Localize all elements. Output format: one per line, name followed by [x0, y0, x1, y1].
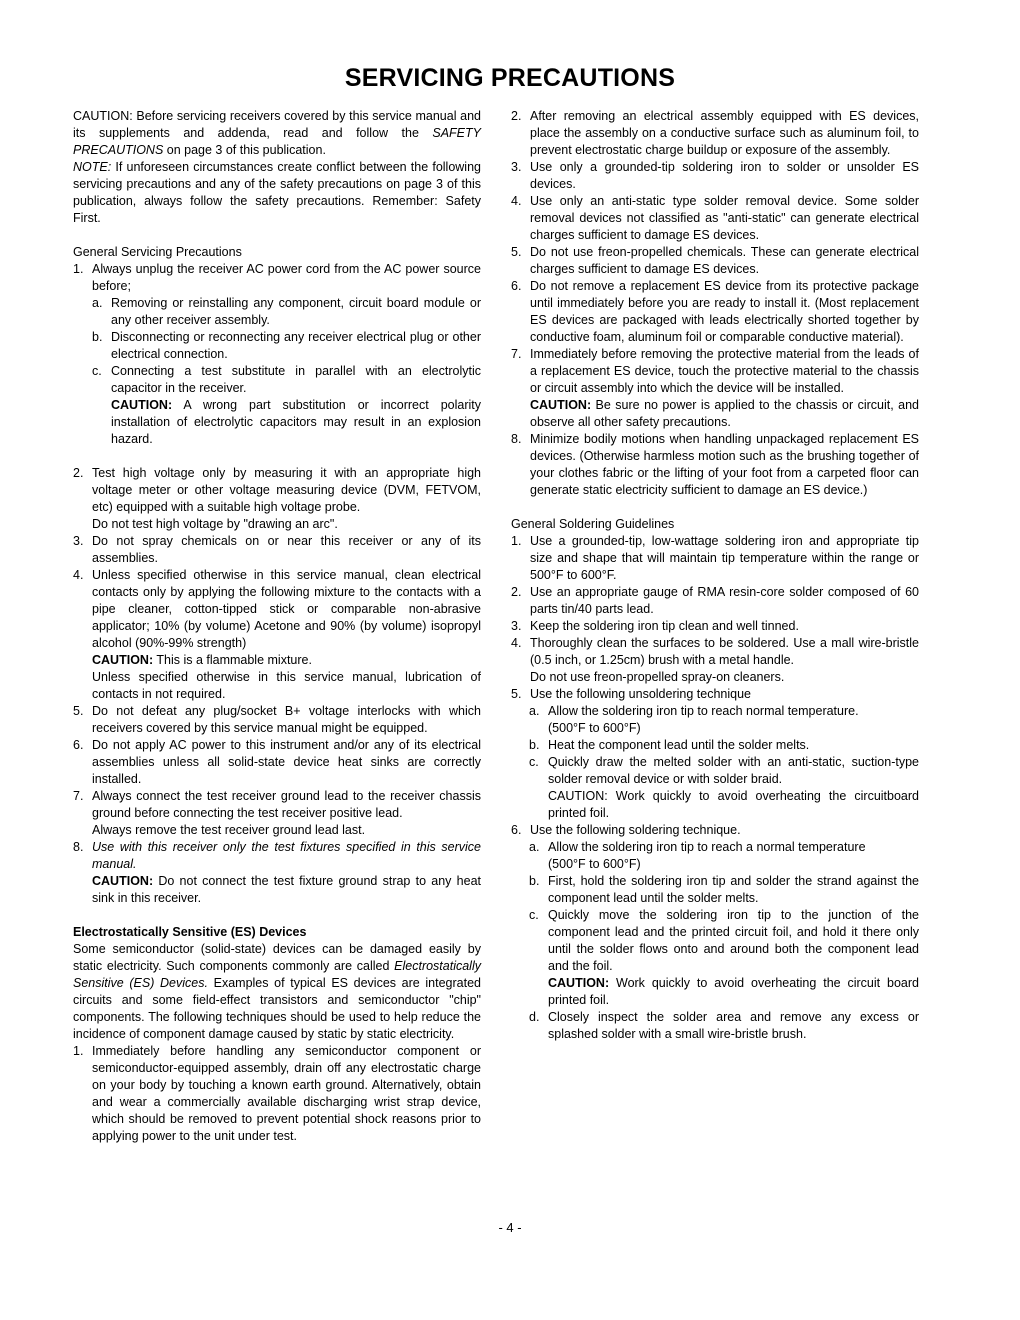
solder-item-6a: a. Allow the soldering iron tip to reach a normal temperature (500°F to 600°F) — [529, 840, 866, 871]
general-item-1b: b. Disconnecting or reconnecting any receiver electrical plug or other electrical connection. — [92, 330, 481, 361]
es-heading: Electrostatically Sensitive (ES) Devices — [73, 925, 307, 939]
general-item-1c: c. Connecting a test substitute in parallel with an electrolytic capacitor in the receiver. CAUTION: A wrong part substitution or incorrect polarity installation of electrolytic capacitors may result in an explosion hazard. — [92, 364, 481, 446]
caution-note: CAUTION: A wrong part substitution or incorrect polarity installation of electrolytic capacitors may result in an explosion hazard. — [111, 398, 481, 446]
solder-item-6d: d. Closely inspect the solder area and remove any excess or splashed solder with a small wire-bristle brush. — [529, 1010, 919, 1041]
general-item-1a: a. Removing or reinstalling any component, circuit board module or any other receiver assembly. — [92, 296, 481, 327]
general-item-3: 3. Do not spray chemicals on or near this receiver or any of its assemblies. — [73, 534, 481, 565]
caution-note: CAUTION: Be sure no power is applied to the chassis or circuit, and observe all other safety precautions. — [530, 398, 919, 429]
solder-item-6c: c. Quickly move the soldering iron tip to the junction of the component lead and the printed circuit foil, and hold it there only until the solder flows onto and around both the component lead and the foil. CAUTION: Work quickly to avoid overheating the circuit board printed foil. — [529, 908, 919, 1007]
soldering-heading: General Soldering Guidelines — [511, 517, 675, 531]
general-heading: General Servicing Precautions — [73, 245, 242, 259]
solder-item-6: 6. Use the following soldering technique. — [511, 823, 741, 837]
es-item-3: 3. Use only a grounded-tip soldering iron to solder or unsolder ES devices. — [511, 160, 919, 191]
general-item-7: 7. Always connect the test receiver ground lead to the receiver chassis ground before connecting the test receiver positive lead. Always remove the test receiver ground lead last. — [73, 789, 481, 837]
general-item-8: 8. Use with this receiver only the test fixtures specified in this service manual. CAUTION: Do not connect the test fixture ground strap to any heat sink in this receiver. — [73, 840, 481, 905]
caution-note: CAUTION: Work quickly to avoid overheating the circuit board printed foil. — [548, 976, 919, 1007]
solder-item-6b: b. First, hold the soldering iron tip and solder the strand against the component lead until the solder melts. — [529, 874, 919, 905]
page-number: - 4 - — [498, 1220, 522, 1235]
caution-note: CAUTION: Do not connect the test fixture ground strap to any heat sink in this receiver. — [92, 874, 481, 905]
es-item-5: 5. Do not use freon-propelled chemicals. These can generate electrical charges sufficient to damage ES devices. — [511, 245, 919, 276]
solder-item-1: 1. Use a grounded-tip, low-wattage soldering iron and appropriate tip size and shape that will maintain tip temperature within the range or 500°F to 600°F. — [511, 534, 919, 582]
solder-item-5c: c. Quickly draw the melted solder with an anti-static, suction-type solder removal device or with solder braid. CAUTION: Work quickly to avoid overheating the circuitboard printed foil. — [529, 755, 919, 820]
solder-item-5a: a. Allow the soldering iron tip to reach normal temperature. (500°F to 600°F) — [529, 704, 859, 735]
es-item-2: 2. After removing an electrical assembly equipped with ES devices, place the assembly on a conductive surface such as aluminum foil, to prevent electrostatic charge buildup or exposure of the assembly. — [511, 109, 919, 157]
es-paragraph: Some semiconductor (solid-state) devices can be damaged easily by static electricity. Such components commonly are called Electrostatically Sensitive (ES) Devices. Examples of typical ES devices are integrated circuits and some field-effect transistors and semiconductor "chip" components. The following techniques should be used to help reduce the incidence of component damage caused by static by static electricity. — [73, 942, 481, 1041]
es-item-8: 8. Minimize bodily motions when handling unpackaged replacement ES devices. (Otherwise harmless motion such as the brushing together of your clothes fabric or the lifting of your foot from a carpeted floor can generate static electricity sufficient to damage an ES device.) — [511, 432, 919, 497]
solder-item-3: 3. Keep the soldering iron tip clean and well tinned. — [511, 619, 799, 633]
solder-item-5b: b. Heat the component lead until the solder melts. — [529, 738, 810, 752]
general-item-1: 1. Always unplug the receiver AC power cord from the AC power source before; a. Removing or reinstalling any component, circuit board module or any other receiver assembly. b. Disconnecting or reconnecting any receiver electrical plug or other electrical connection. c. Connecting a test substitute in parallel with an electrolytic capacitor in the receiver. CAUTION: A wrong part substitution or incorrect polarity installation of electrolytic capacitors may result in an explosion hazard. — [73, 262, 481, 446]
caution-note: CAUTION: This is a flammable mixture. — [92, 653, 312, 667]
intro-caution: CAUTION: Before servicing receivers covered by this service manual and its supplements and addenda, read and follow the SAFETY PRECAUTIONS on page 3 of this publication. — [73, 109, 481, 157]
intro-note: NOTE: If unforeseen circumstances create conflict between the following servicing precautions and any of the safety precautions on page 3 of this publication, always follow the safety precautions. Remember: Safety First. — [73, 160, 481, 225]
es-item-7: 7. Immediately before removing the protective material from the leads of a replacement ES device, touch the protective material to the chassis or circuit assembly into which the device will be installed. CAUTION: Be sure no power is applied to the chassis or circuit, and observe all other safety precautions. — [511, 347, 919, 429]
es-item-4: 4. Use only an anti-static type solder removal device. Some solder removal devices not classified as "anti-static" can generate electrical charges sufficient to damage ES devices. — [511, 194, 919, 242]
left-column — [73, 108, 481, 1145]
solder-item-4: 4. Thoroughly clean the surfaces to be soldered. Use a mall wire-bristle (0.5 inch, or 1.25cm) brush with a metal handle. Do not use freon-propelled spray-on cleaners. — [511, 636, 919, 684]
general-item-6: 6. Do not apply AC power to this instrument and/or any of its electrical assemblies unless all solid-state device heat sinks are correctly installed. — [73, 738, 481, 786]
es-item-6: 6. Do not remove a replacement ES device from its protective package until immediately before you are ready to install it. (Most replacement ES devices are packaged with leads electrically shorted together by conductive foam, aluminum foil or comparable conductive material). — [511, 279, 919, 344]
general-item-2: 2. Test high voltage only by measuring it with an appropriate high voltage meter or other voltage measuring device (DVM, FETVOM, etc) equipped with a suitable high voltage probe. Do not test high voltage by "drawing an arc". — [73, 466, 481, 531]
right-column — [511, 108, 919, 1043]
general-item-4: 4. Unless specified otherwise in this service manual, clean electrical contacts only by applying the following mixture to the contacts with a pipe cleaner, cotton-tipped stick or comparable non-abrasive applicator; 10% (by volume) Acetone and 90% (by volume) isopropyl alcohol (90%-99% strength) CAUTION: This is a flammable mixture. Unless specified otherwise in this service manual, lubrication of contacts in not required. — [73, 568, 481, 701]
general-item-5: 5. Do not defeat any plug/socket B+ voltage interlocks with which receivers covered by this service manual might be equipped. — [73, 704, 481, 735]
solder-item-5: 5. Use the following unsoldering technique — [511, 687, 751, 701]
page-title: SERVICING PRECAUTIONS — [344, 64, 676, 92]
es-item-1: 1. Immediately before handling any semiconductor component or semiconductor-equipped assembly, drain off any electrostatic charge on your body by touching a known earth ground. Alternatively, obtain and wear a commercially available discharging wrist strap device, which should be removed to prevent potential shock reasons prior to applying power to the unit under test. — [73, 1044, 481, 1143]
solder-item-2: 2. Use an appropriate gauge of RMA resin-core solder composed of 60 parts tin/40 parts lead. — [511, 585, 919, 616]
